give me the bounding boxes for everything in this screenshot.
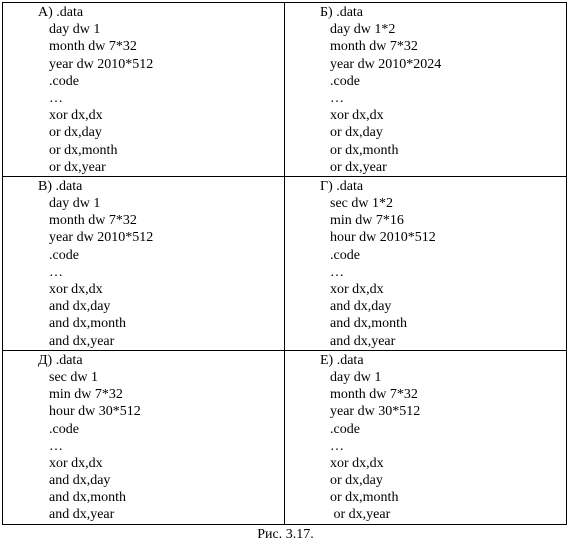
code-line: day dw 1*2 xyxy=(330,22,396,38)
code-line: … xyxy=(330,264,344,280)
code-line: month dw 7*32 xyxy=(49,39,137,55)
code-line: or dx,month xyxy=(49,142,118,158)
code-line: and dx,year xyxy=(49,333,115,349)
code-line: xor dx,dx xyxy=(330,108,384,124)
code-line: and dx,month xyxy=(49,490,126,506)
variant-e-cell xyxy=(285,350,567,524)
code-line: or dx,year xyxy=(330,159,387,175)
code-line: year dw 30*512 xyxy=(330,404,421,420)
code-line: sec dw 1 xyxy=(49,369,98,385)
variant-d-cell xyxy=(3,350,285,524)
code-line: month dw 7*32 xyxy=(330,387,418,403)
code-line: min dw 7*32 xyxy=(49,387,123,403)
code-line: month dw 7*32 xyxy=(330,39,418,55)
code-line: .code xyxy=(49,421,79,437)
variant-label: А) .data xyxy=(38,5,84,20)
variant-a-cell xyxy=(3,3,285,177)
code-line: day dw 1 xyxy=(49,196,101,212)
code-line: day dw 1 xyxy=(49,22,101,38)
code-line: xor dx,dx xyxy=(330,455,384,471)
code-line: xor dx,dx xyxy=(49,282,103,297)
code-line: .code xyxy=(49,247,79,263)
code-line: … xyxy=(49,438,63,454)
code-line: or dx,year xyxy=(330,507,391,523)
code-variants-table xyxy=(2,2,567,525)
code-line: … xyxy=(49,90,63,106)
code-line: and dx,month xyxy=(330,316,407,332)
figure-caption: Рис. 3.17. xyxy=(257,527,314,542)
code-line: .code xyxy=(330,247,360,263)
code-line: xor dx,dx xyxy=(330,282,384,297)
code-line: year dw 2010*2024 xyxy=(330,56,442,72)
code-line: min dw 7*16 xyxy=(330,213,404,229)
code-line: .code xyxy=(49,73,79,89)
code-line: .code xyxy=(330,421,360,437)
code-line: or dx,day xyxy=(330,473,383,489)
variant-v-cell xyxy=(3,176,285,350)
code-line: … xyxy=(330,438,344,454)
code-line: or dx,year xyxy=(49,159,106,175)
code-line: year dw 2010*512 xyxy=(49,230,154,246)
variant-label: Д) .data xyxy=(38,352,83,368)
code-line: and dx,day xyxy=(49,473,111,489)
code-line: or dx,day xyxy=(330,125,383,141)
variant-label: Е) .data xyxy=(320,352,364,368)
table-row xyxy=(3,176,567,350)
variant-label: Б) .data xyxy=(320,5,364,20)
code-line: and dx,day xyxy=(49,299,111,315)
code-line: month dw 7*32 xyxy=(49,213,137,229)
code-line: day dw 1 xyxy=(330,369,382,385)
code-line: hour dw 2010*512 xyxy=(330,230,436,246)
variant-b-cell xyxy=(285,3,567,177)
code-line: … xyxy=(49,264,63,280)
code-line: xor dx,dx xyxy=(49,455,103,471)
table-row xyxy=(3,3,567,177)
variant-label: В) .data xyxy=(38,178,83,194)
code-line: and dx,month xyxy=(49,316,126,332)
code-line: xor dx,dx xyxy=(49,108,103,124)
code-line: or dx,month xyxy=(330,142,399,158)
code-line: … xyxy=(330,90,344,106)
code-line: and dx,year xyxy=(330,333,396,349)
code-line: or dx,day xyxy=(49,125,102,141)
code-line: hour dw 30*512 xyxy=(49,404,141,420)
code-line: .code xyxy=(330,73,360,89)
table-row xyxy=(3,350,567,524)
code-line: sec dw 1*2 xyxy=(330,196,393,212)
code-line: and dx,day xyxy=(330,299,392,315)
code-line: year dw 2010*512 xyxy=(49,56,154,72)
code-line: and dx,year xyxy=(49,507,115,523)
code-line: or dx,month xyxy=(330,490,399,506)
variant-label: Г) .data xyxy=(320,178,364,194)
variant-g-cell xyxy=(285,176,567,350)
